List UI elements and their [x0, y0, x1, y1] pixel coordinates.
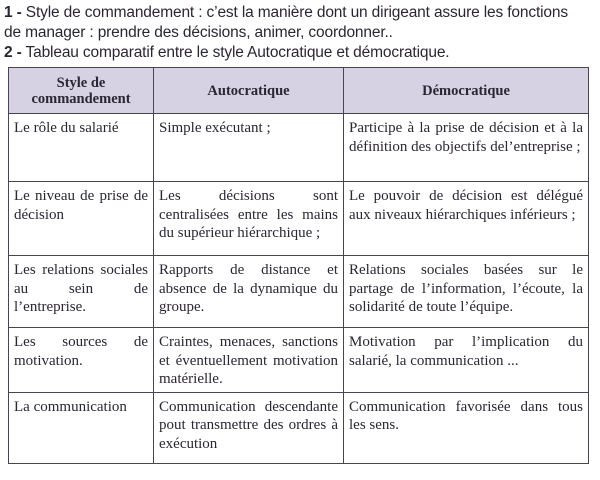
autocratique-cell: [154, 392, 344, 463]
table-row: [9, 328, 589, 393]
autocratique-cell: [154, 256, 344, 328]
intro-item-1-number: 1 -: [4, 4, 22, 21]
autocratique-value: Craintes, menaces, sanctions et éventuellement motivation matérielle.: [159, 334, 338, 387]
intro-item-2-text: Tableau comparatif entre le style Autocratique et démocratique.: [21, 44, 450, 61]
table-row: [9, 182, 589, 256]
democratique-value: Motivation par l’implication du salarié, la communication ...: [349, 334, 583, 369]
intro-item-1: [4, 4, 568, 22]
header-autocratique: Autocratique: [154, 68, 344, 114]
header-democratique: Démocratique: [344, 68, 589, 114]
intro-item-1-continuation: de manager : prendre des décisions, animer, coordonner..: [4, 24, 393, 41]
democratique-value: Relations sociales basées sur le partage de l’information, l’écoute, la solidarité de toute l’équipe.: [349, 262, 583, 315]
comparison-table: [8, 67, 589, 464]
row-label: Les relations sociales au sein de l’entreprise.: [14, 262, 148, 315]
autocratique-cell: [154, 328, 344, 393]
democratique-cell: [344, 328, 589, 393]
row-label-cell: [9, 182, 154, 256]
row-label-cell: [9, 256, 154, 328]
row-label: Les sources de motivation.: [14, 334, 148, 369]
intro-item-2: [4, 44, 449, 62]
autocratique-cell: [154, 114, 344, 182]
intro-item-2-number: 2 -: [4, 44, 22, 61]
row-label-cell: [9, 114, 154, 182]
autocratique-value: Communication descendante pout transmettre des ordres à exécution: [159, 398, 338, 452]
democratique-value: Communication favorisée dans tous les sens.: [349, 398, 583, 433]
row-label-cell: [9, 328, 154, 393]
row-label-cell: [9, 392, 154, 463]
democratique-cell: [344, 114, 589, 182]
autocratique-value: Rapports de distance et absence de la dynamique du groupe.: [159, 262, 338, 315]
autocratique-cell: [154, 182, 344, 256]
intro-item-1-text: Style de commandement : c’est la manière dont un dirigeant assure les fonctions: [21, 4, 568, 21]
democratique-cell: [344, 392, 589, 463]
autocratique-value: Les décisions sont centralisées entre les mains du supérieur hiérarchique ;: [159, 188, 338, 241]
democratique-cell: [344, 182, 589, 256]
row-label: La communication: [14, 398, 127, 415]
democratique-value: Participe à la prise de décision et à la définition des objectifs del’entreprise ;: [349, 120, 583, 155]
table-row: [9, 392, 589, 463]
row-label: Le rôle du salarié: [14, 120, 119, 136]
row-label: Le niveau de prise de décision: [14, 188, 148, 223]
header-style-de-commandement: Style de commandement: [9, 68, 154, 114]
democratique-cell: [344, 256, 589, 328]
table-row: [9, 114, 589, 182]
table-header-row: [9, 68, 589, 114]
democratique-value: Le pouvoir de décision est délégué aux niveaux hiérarchiques inférieurs ;: [349, 188, 583, 223]
autocratique-value: Simple exécutant ;: [159, 120, 271, 136]
table-row: [9, 256, 589, 328]
